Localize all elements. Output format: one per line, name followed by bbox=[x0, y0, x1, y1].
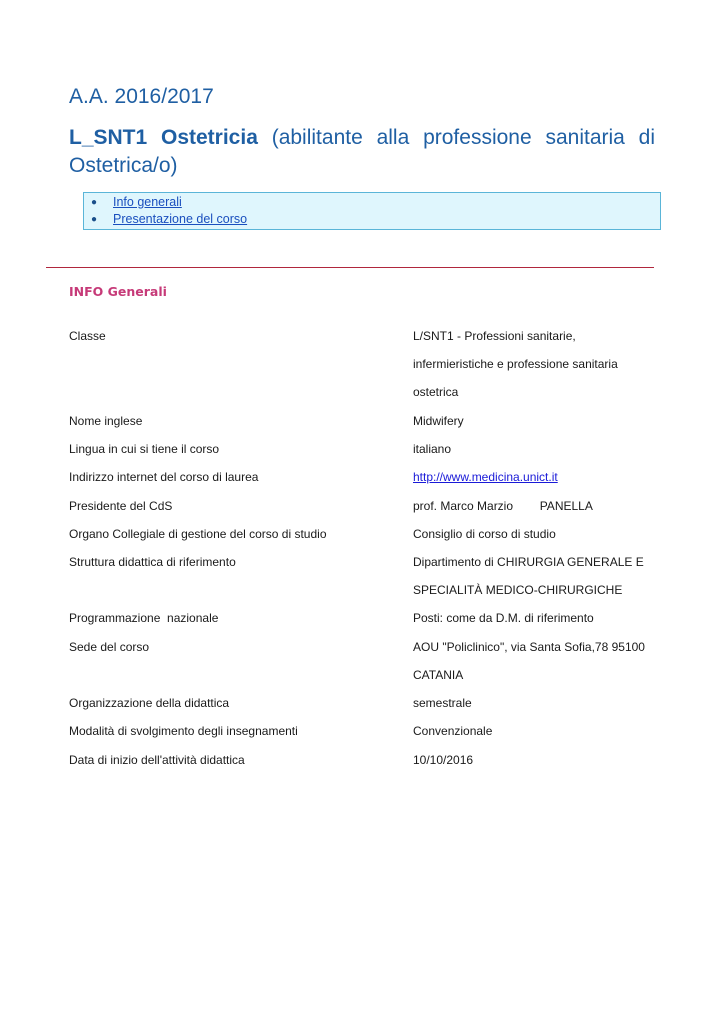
label-indirizzo: Indirizzo internet del corso di laurea bbox=[69, 470, 259, 484]
value-indirizzo bbox=[413, 470, 558, 484]
toc-link-info-generali[interactable]: Info generali bbox=[113, 195, 182, 209]
value-presidente: prof. Marco Marzio PANELLA bbox=[413, 499, 593, 513]
value-classe-line2: infermieristiche e professione sanitaria bbox=[413, 357, 618, 371]
label-organo: Organo Collegiale di gestione del corso di studio bbox=[69, 527, 327, 541]
label-lingua: Lingua in cui si tiene il corso bbox=[69, 442, 220, 456]
value-organo: Consiglio di corso di studio bbox=[413, 527, 556, 541]
toc-link-presentazione[interactable]: Presentazione del corso bbox=[113, 212, 248, 226]
page-title bbox=[69, 124, 655, 180]
label-sede: Sede del corso bbox=[69, 640, 150, 654]
value-organizzazione: semestrale bbox=[413, 696, 472, 710]
value-struttura-line2: SPECIALITÀ MEDICO-CHIRURGICHE bbox=[413, 583, 623, 597]
label-programmazione: Programmazione nazionale bbox=[69, 611, 219, 625]
label-data-inizio: Data di inizio dell'attività didattica bbox=[69, 753, 245, 767]
label-classe: Classe bbox=[69, 329, 106, 343]
value-struttura-line1: Dipartimento di CHIRURGIA GENERALE E bbox=[413, 555, 644, 569]
toc-item-presentazione bbox=[84, 211, 660, 228]
value-modalita: Convenzionale bbox=[413, 724, 493, 738]
value-sede-line2: CATANIA bbox=[413, 668, 464, 682]
value-programmazione: Posti: come da D.M. di riferimento bbox=[413, 611, 594, 625]
label-organizzazione: Organizzazione della didattica bbox=[69, 696, 230, 710]
course-code-title: L_SNT1 Ostetricia bbox=[69, 126, 258, 149]
course-website-link[interactable]: http://www.medicina.unict.it bbox=[413, 470, 558, 484]
value-lingua: italiano bbox=[413, 442, 452, 456]
label-struttura: Struttura didattica di riferimento bbox=[69, 555, 236, 569]
value-classe-line3: ostetrica bbox=[413, 385, 459, 399]
value-classe-line1: L/SNT1 - Professioni sanitarie, bbox=[413, 329, 576, 343]
section-divider bbox=[46, 267, 654, 268]
bullet-icon: ● bbox=[91, 197, 98, 208]
toc-item-info-generali bbox=[84, 194, 660, 211]
label-presidente: Presidente del CdS bbox=[69, 499, 173, 513]
value-sede-line1: AOU "Policlinico", via Santa Sofia,78 95100 bbox=[413, 640, 645, 654]
table-of-contents bbox=[83, 192, 661, 230]
section-title: INFO Generali bbox=[69, 284, 167, 299]
label-modalita: Modalità di svolgimento degli insegnamenti bbox=[69, 724, 298, 738]
academic-year: A.A. 2016/2017 bbox=[69, 85, 214, 108]
label-nome-inglese: Nome inglese bbox=[69, 414, 143, 428]
course-subtitle: (abilitante alla professione sanitaria di Ostetrica/o) bbox=[69, 126, 655, 177]
bullet-icon: ● bbox=[91, 214, 98, 225]
value-nome-inglese: Midwifery bbox=[413, 414, 464, 428]
value-data-inizio: 10/10/2016 bbox=[413, 753, 474, 767]
